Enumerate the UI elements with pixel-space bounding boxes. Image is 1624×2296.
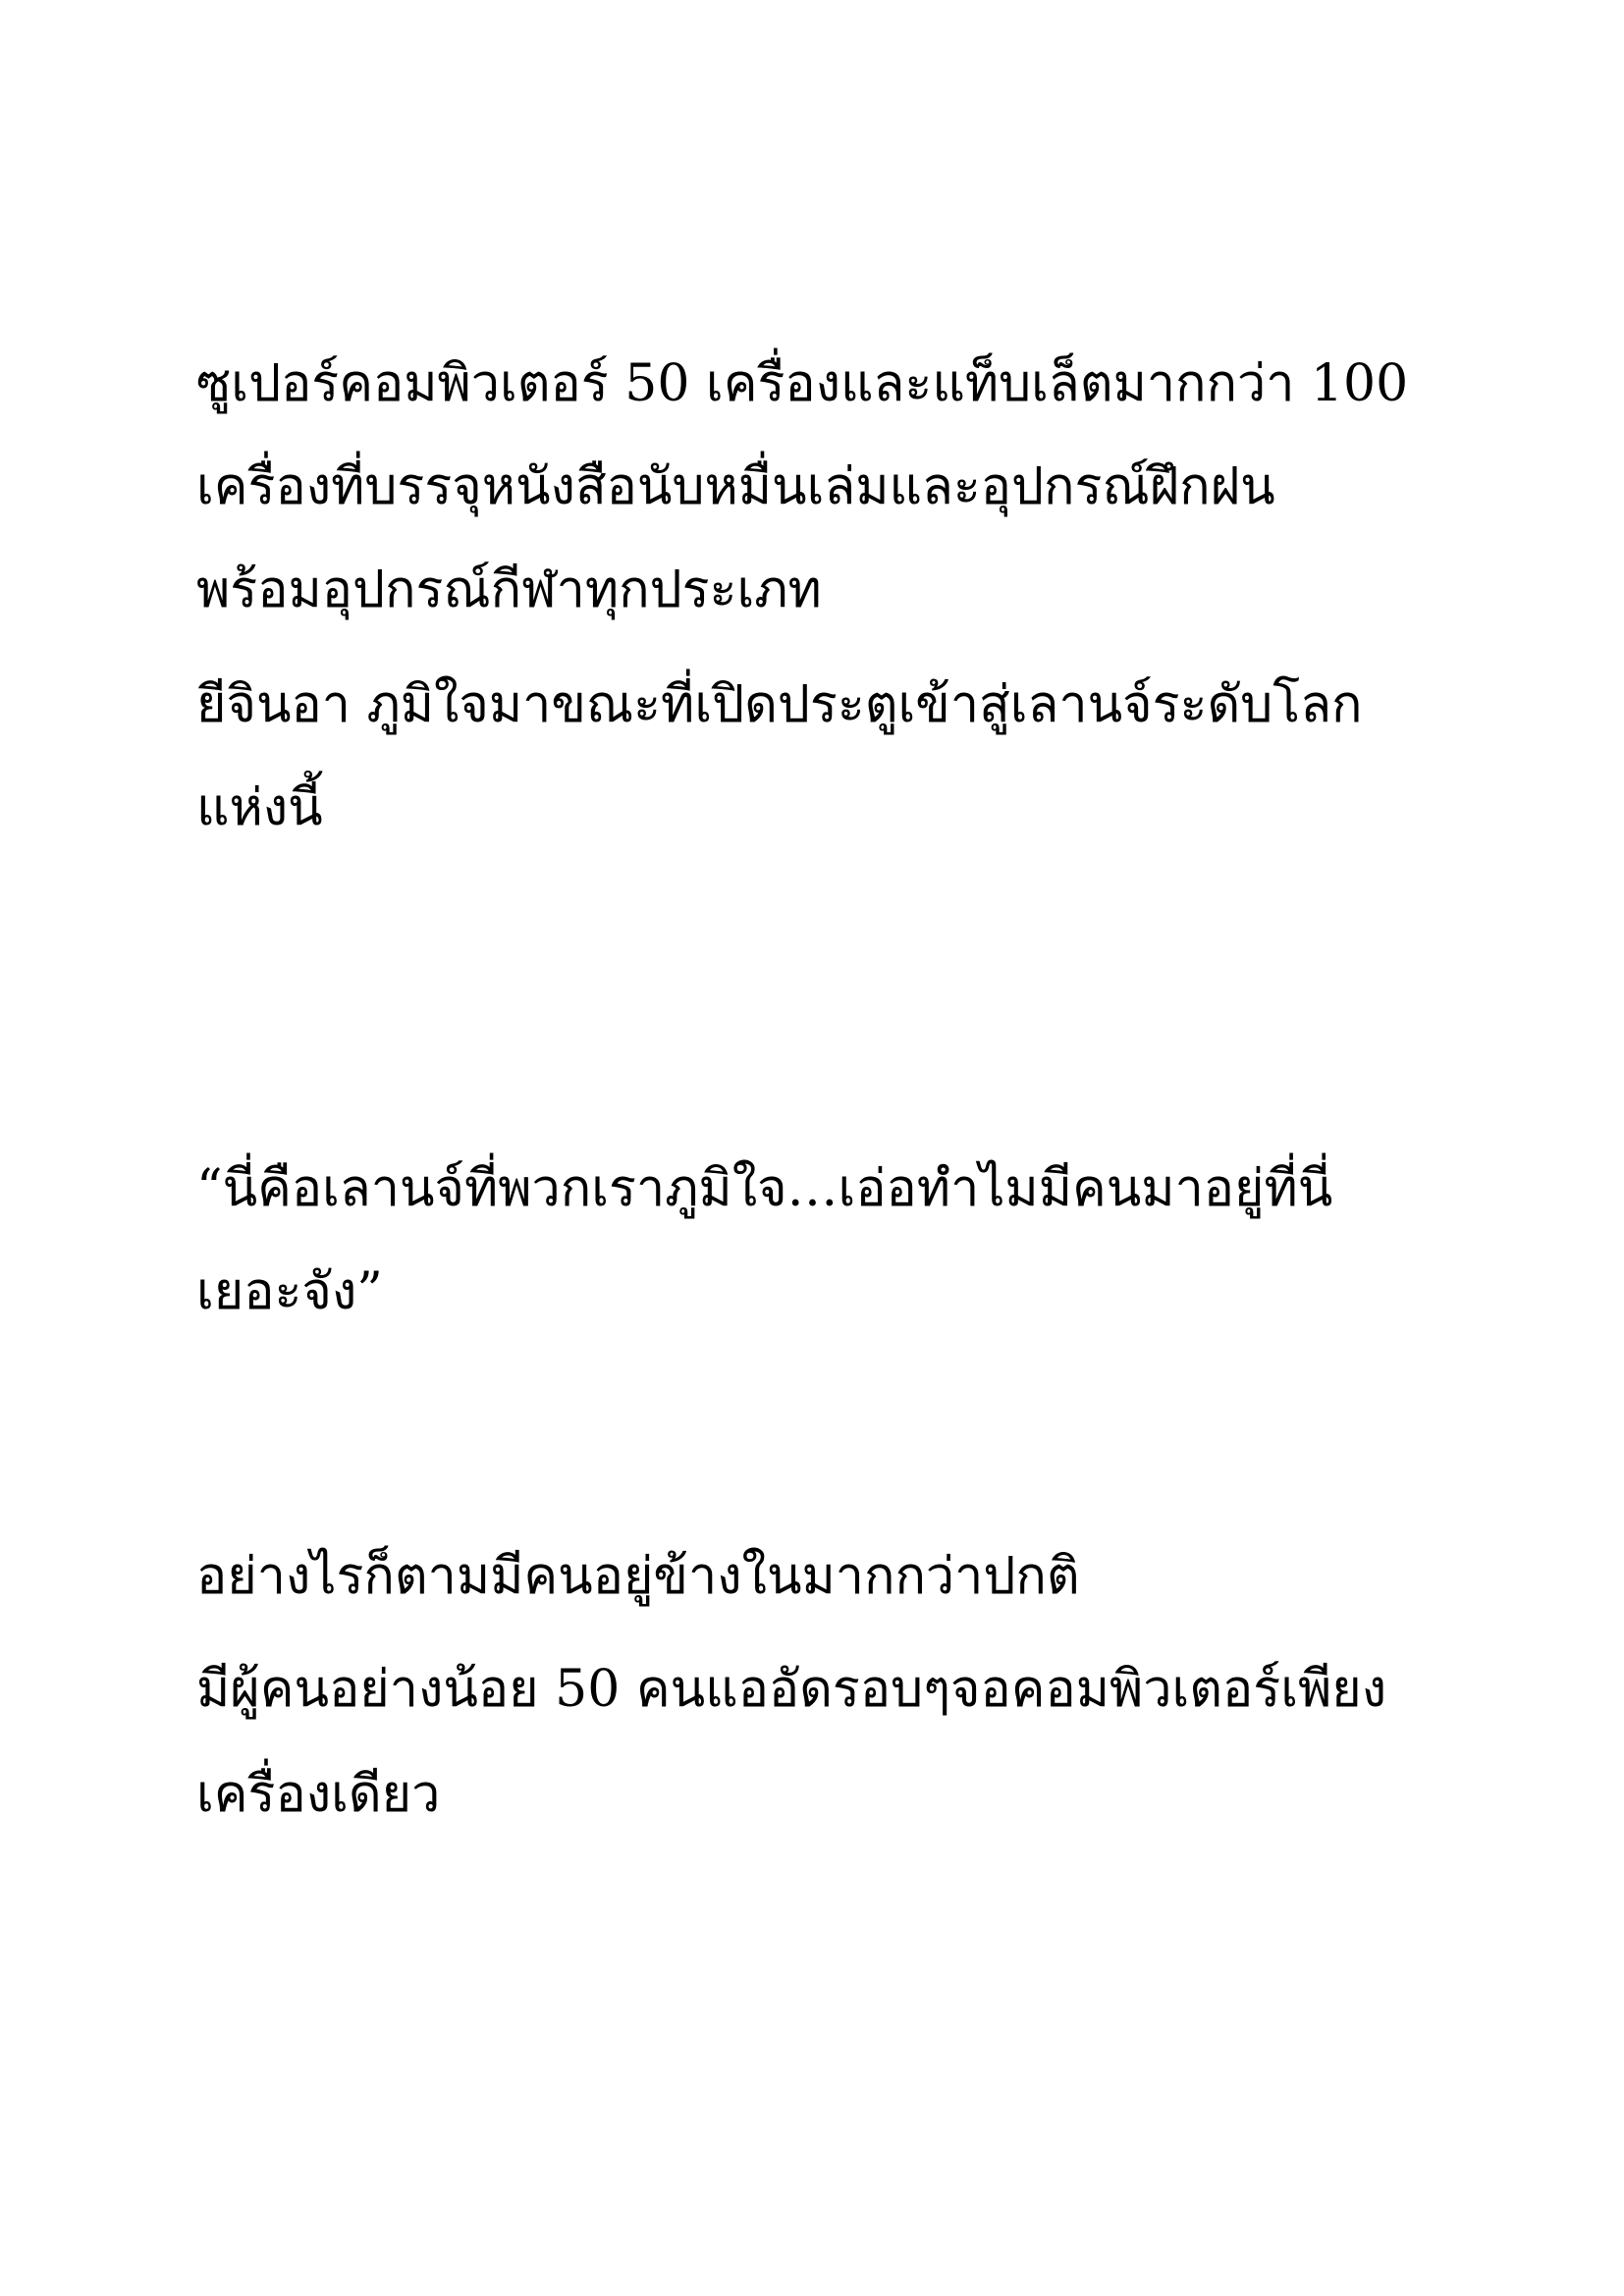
text-line: มีผู้คนอย่างน้อย 50 คนแออัดรอบๆจอคอมพิวเตอร์เพียง [196,1660,1387,1719]
text-line: เครื่องที่บรรจุหนังสือนับหมื่นเล่มและอุปกรณ์ฝึกฝน [196,457,1275,516]
text-line: เครื่องเดียว [196,1765,441,1824]
text-line: ซูเปอร์คอมพิวเตอร์ 50 เครื่องและแท็บเล็ตมากกว่า 100 [196,354,1409,413]
text-line: ยีจินอา ภูมิใจมาขณะที่เปิดประตูเข้าสู่เลานจ์ระดับโลก [196,675,1363,734]
text-line: “นี่คือเลานจ์ที่พวกเราภูมิใจ…เอ่อทำไมมีคนมาอยู่ที่นี่ [196,1159,1333,1218]
text-line: เยอะจัง” [196,1262,383,1321]
text-line: พร้อมอุปกรณ์กีฬาทุกประเภท [196,561,822,619]
text-line: แห่งนี้ [196,778,323,837]
text-line: อย่างไรก็ตามมีคนอยู่ข้างในมากกว่าปกติ [196,1547,1080,1606]
